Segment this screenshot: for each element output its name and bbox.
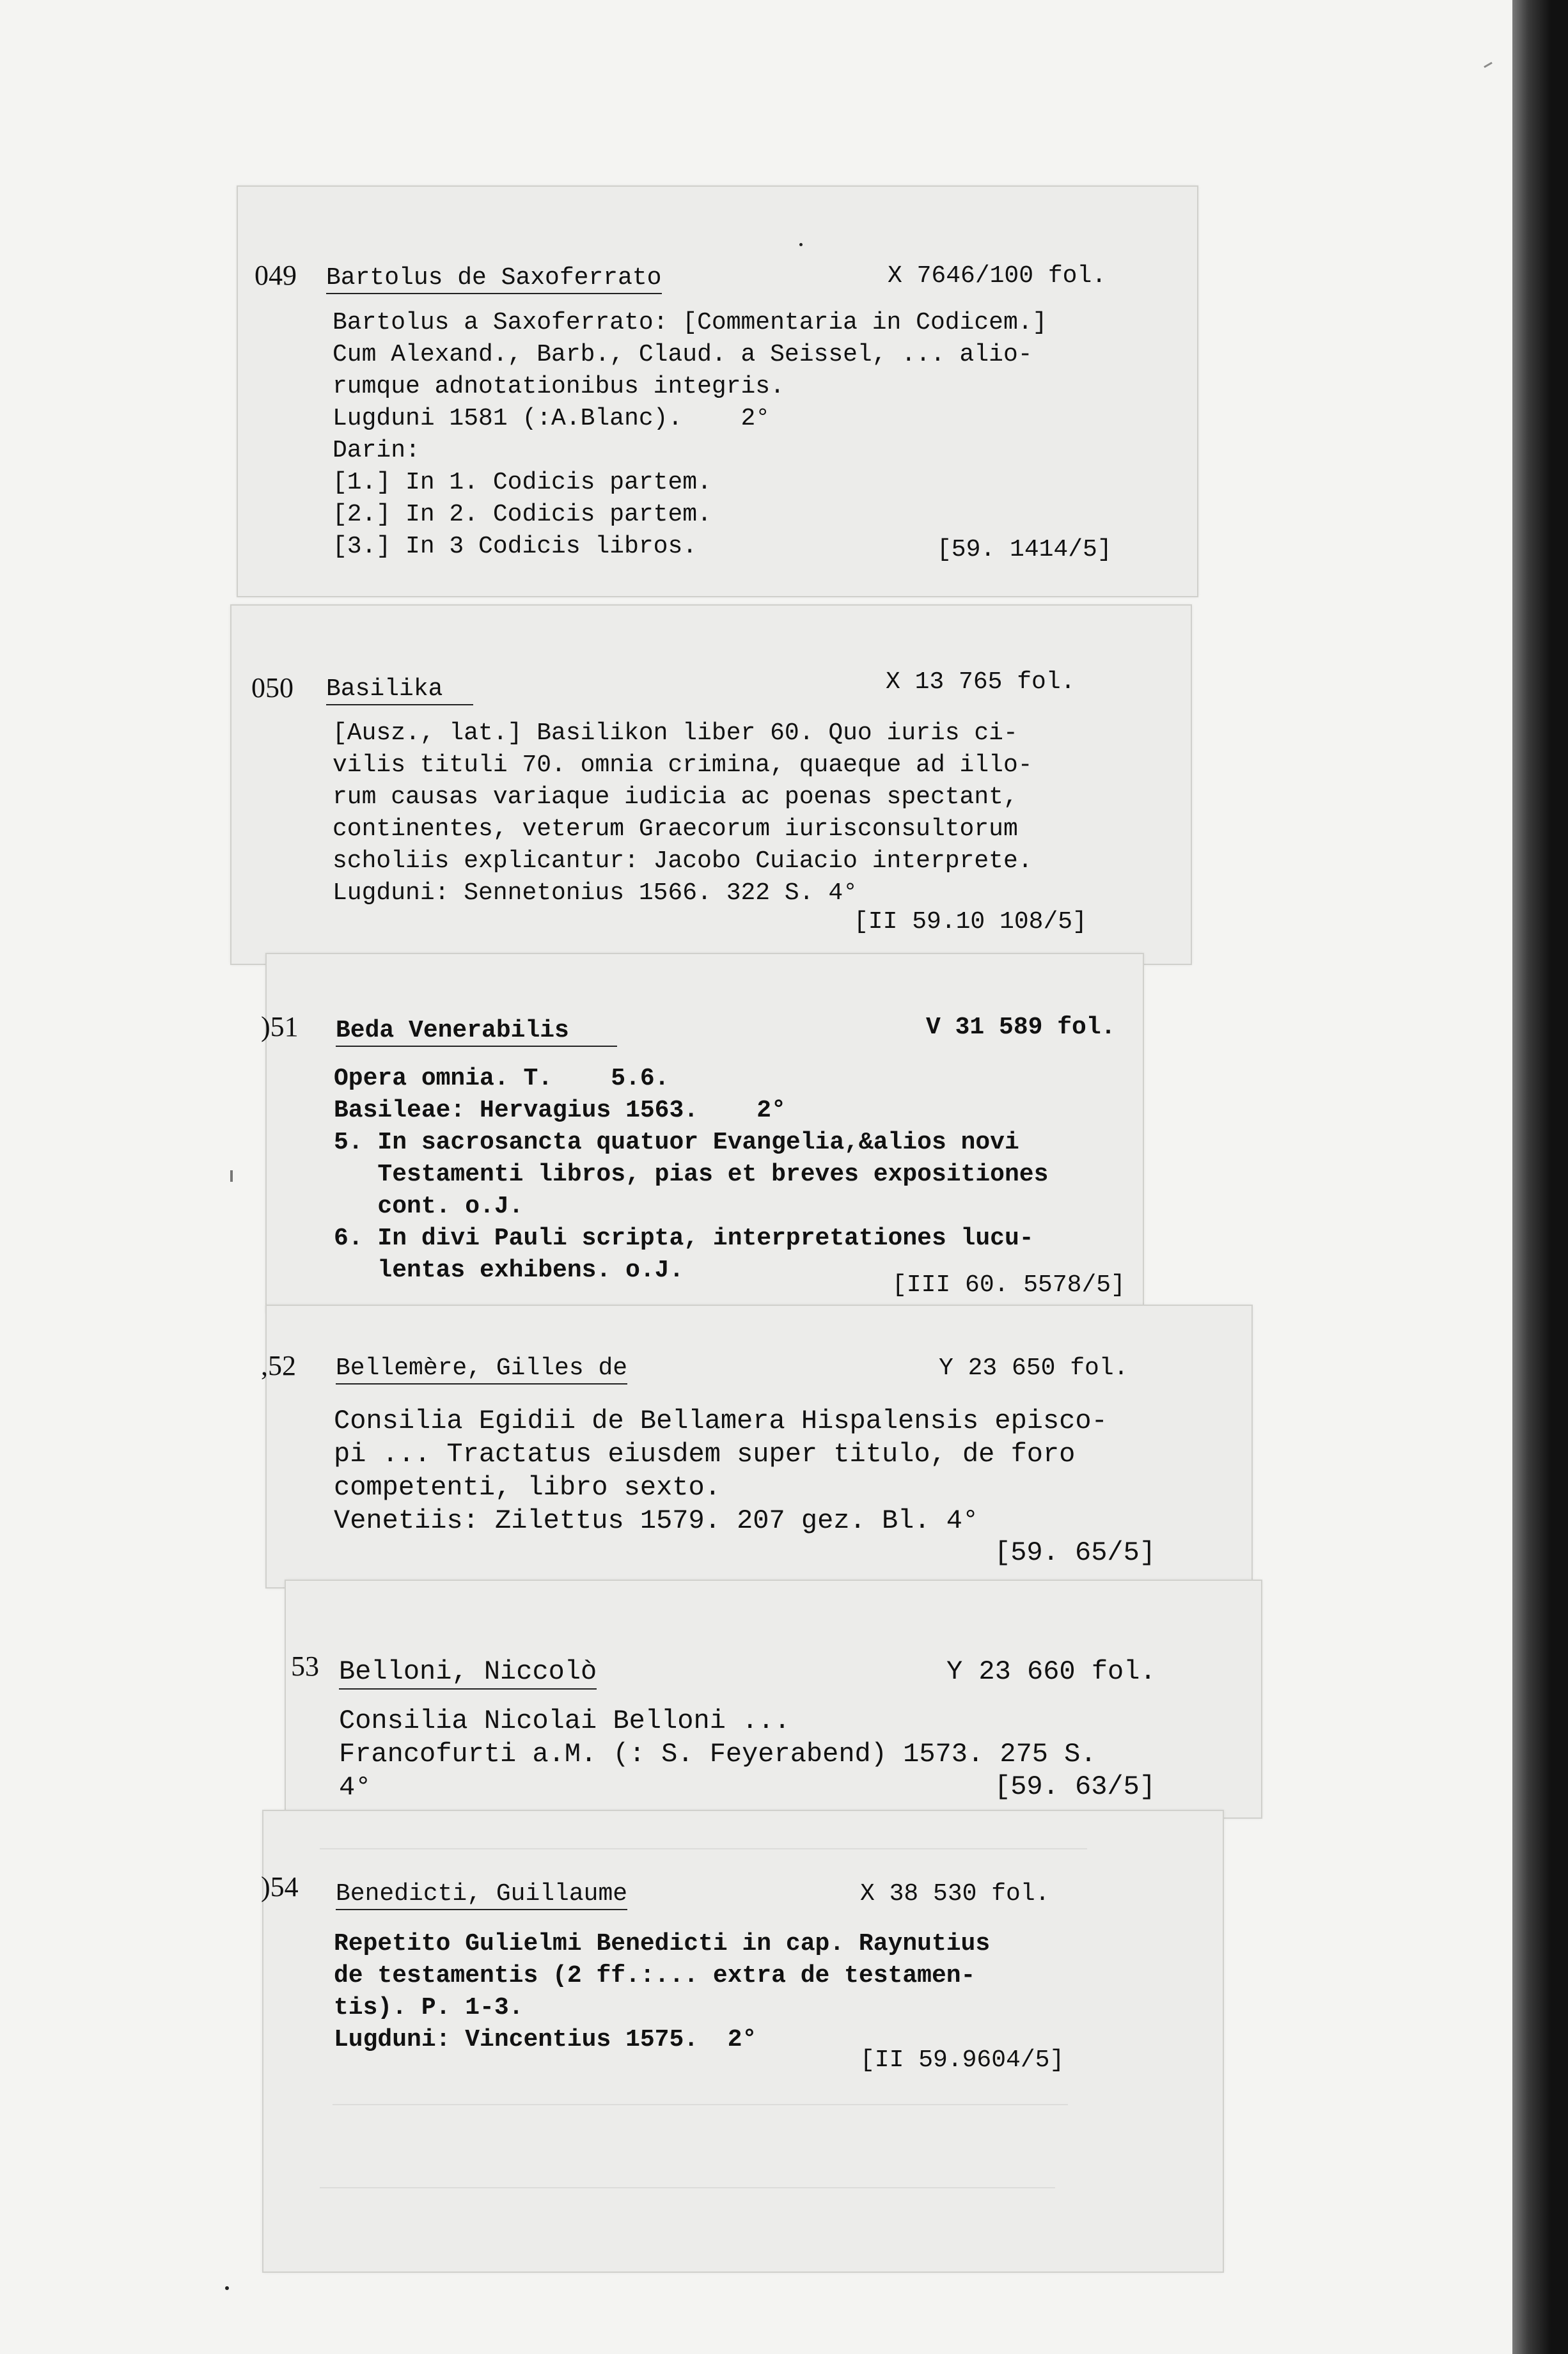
entry-body [334,1404,1108,1537]
scan-speck [230,1170,233,1182]
entry-line: [Ausz., lat.] Basilikon liber 60. Quo iuris ci- [333,719,1018,747]
entry-line: vilis tituli 70. omnia crimina, quaeque ad illo- [333,751,1033,779]
entry-line: scholiis explicantur: Jacobo Cuiacio interprete. [333,847,1033,875]
entry-shelfmark: Y 23 660 fol. [946,1656,1156,1687]
entry-heading: Belloni, Niccolò [339,1656,597,1690]
entry-number: 049 [255,260,297,291]
entry-body [333,718,1033,909]
entry-signature: [II 59.9604/5] [860,2046,1065,2074]
entry-line: Testamenti libros, pias et breves expositiones [334,1161,1049,1188]
entry-heading: Benedicti, Guillaume [336,1880,627,1910]
entry-line: Repetito Gulielmi Benedicti in cap. Raynutius [334,1930,991,1958]
bleed-through-smudge [320,1848,1087,1849]
entry-signature: [II 59.10 108/5] [854,908,1087,936]
entry-line: [3.] In 3 Codicis libros. [333,533,698,560]
entry-line: Lugduni: Sennetonius 1566. 322 S. 4° [333,879,858,907]
entry-line: rum causas variaque iudicia ac poenas spectant, [333,783,1018,811]
entry-heading: Bartolus de Saxoferrato [326,264,662,294]
entry-shelfmark: X 13 765 fol. [886,668,1076,696]
entry-signature: [III 60. 5578/5] [892,1271,1125,1299]
entry-line: tis). P. 1-3. [334,1994,524,2021]
entry-number: )54 [261,1871,299,1903]
scan-speck [1484,62,1493,68]
bleed-through-smudge [320,2187,1055,2188]
entry-shelfmark: V 31 589 fol. [926,1014,1116,1041]
entry-shelfmark: X 7646/100 fol. [888,262,1107,290]
entry-signature: [59. 1414/5] [937,536,1112,563]
entry-heading: Beda Venerabilis [336,1017,617,1047]
entry-line: Bartolus a Saxoferrato: [Commentaria in Codicem.] [333,309,1047,336]
entry-number: ,52 [261,1350,296,1381]
scan-speck [225,2286,229,2290]
entry-line: cont. o.J. [334,1193,524,1220]
entry-line: competenti, libro sexto. [334,1472,721,1503]
entry-heading: Bellemère, Gilles de [336,1354,627,1385]
scan-speck [799,243,803,246]
entry-body [334,1928,990,2056]
entry-line: Francofurti a.M. (: S. Feyerabend) 1573. 275 S. [339,1739,1097,1769]
entry-number: )51 [261,1011,299,1042]
entry-number: 050 [251,672,294,703]
entry-line: Lugduni: Vincentius 1575. 2° [334,2026,757,2053]
entry-number: 53 [291,1651,319,1682]
entry-line: Opera omnia. T. 5.6. [334,1065,670,1092]
entry-shelfmark: Y 23 650 fol. [939,1354,1129,1382]
entry-line: [2.] In 2. Codicis partem. [333,501,712,528]
entry-heading: Basilika [326,675,473,705]
entry-body [333,307,1047,563]
entry-line: lentas exhibens. o.J. [334,1257,684,1284]
entry-line: Consilia Nicolai Belloni ... [339,1706,790,1736]
entry-line: rumque adnotationibus integris. [333,373,785,400]
entry-line: Consilia Egidii de Bellamera Hispalensis episco- [334,1406,1108,1436]
entry-line: pi ... Tractatus eiusdem super titulo, de foro [334,1439,1076,1470]
entry-line: Cum Alexand., Barb., Claud. a Seissel, ... alio- [333,341,1033,368]
entry-body [339,1704,1097,1804]
entry-shelfmark: X 38 530 fol. [860,1880,1050,1908]
entry-signature: [59. 65/5] [994,1537,1156,1568]
entry-line: Venetiis: Zilettus 1579. 207 gez. Bl. 4° [334,1505,979,1536]
entry-line: Darin: [333,437,420,464]
entry-line: 4° [339,1772,372,1803]
entry-line: [1.] In 1. Codicis partem. [333,469,712,496]
bleed-through-smudge [333,2104,1068,2105]
entry-signature: [59. 63/5] [994,1771,1156,1802]
entry-line: continentes, veterum Graecorum iurisconsultorum [333,815,1018,843]
entry-line: Basileae: Hervagius 1563. 2° [334,1097,786,1124]
page-edge-shadow [1512,0,1568,2354]
entry-body [334,1063,1048,1287]
entry-line: de testamentis (2 ff.:... extra de testamen- [334,1962,976,1989]
entry-line: 6. In divi Pauli scripta, interpretationes lucu- [334,1225,1034,1252]
entry-line: 5. In sacrosancta quatuor Evangelia,&alios novi [334,1129,1019,1156]
entry-line: Lugduni 1581 (:A.Blanc). 2° [333,405,771,432]
